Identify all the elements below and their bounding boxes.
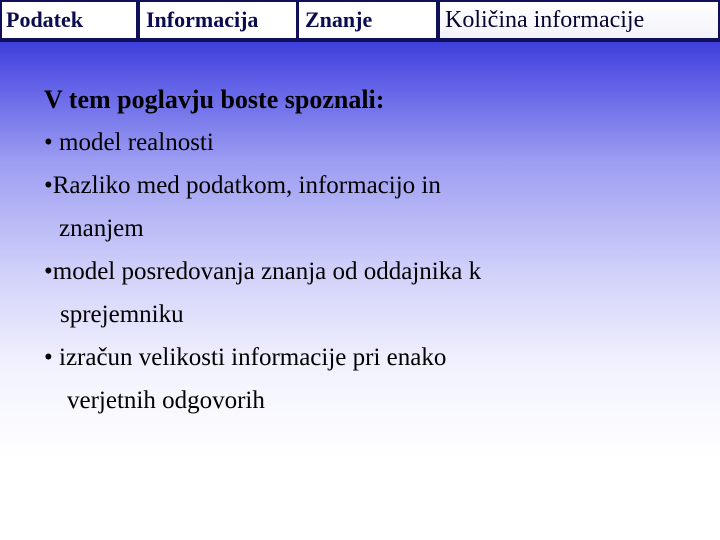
bullet-text: •model posredovanja znanja od oddajnika k (44, 258, 482, 285)
bullet-text: • model realnosti (44, 129, 214, 156)
bullet-text: • izračun velikosti informacije pri enako (44, 344, 447, 371)
tab-label: Informacija (146, 7, 259, 32)
bullet-text: •Razliko med podatkom, informacijo in (44, 172, 441, 199)
tab-znanje[interactable] (299, 2, 436, 38)
tab-bar (0, 0, 720, 42)
content-heading: V tem poglavju boste spoznali: (44, 85, 385, 114)
bullet-text-continuation: sprejemniku (60, 301, 184, 328)
bullet-text-continuation: znanjem (59, 215, 144, 242)
slide-content (44, 78, 684, 422)
tab-label: Znanje (305, 7, 373, 32)
tab-informacija[interactable] (140, 2, 296, 38)
tab-podatek[interactable] (2, 2, 136, 38)
tab-kolicina-informacije[interactable] (440, 2, 718, 38)
list-item (44, 250, 684, 336)
tab-label: Podatek (6, 7, 83, 32)
bullet-text-continuation: verjetnih odgovorih (67, 387, 265, 414)
tab-label: Količina informacije (445, 6, 645, 33)
list-item (44, 121, 684, 164)
list-item (44, 336, 684, 422)
list-item (44, 164, 684, 250)
